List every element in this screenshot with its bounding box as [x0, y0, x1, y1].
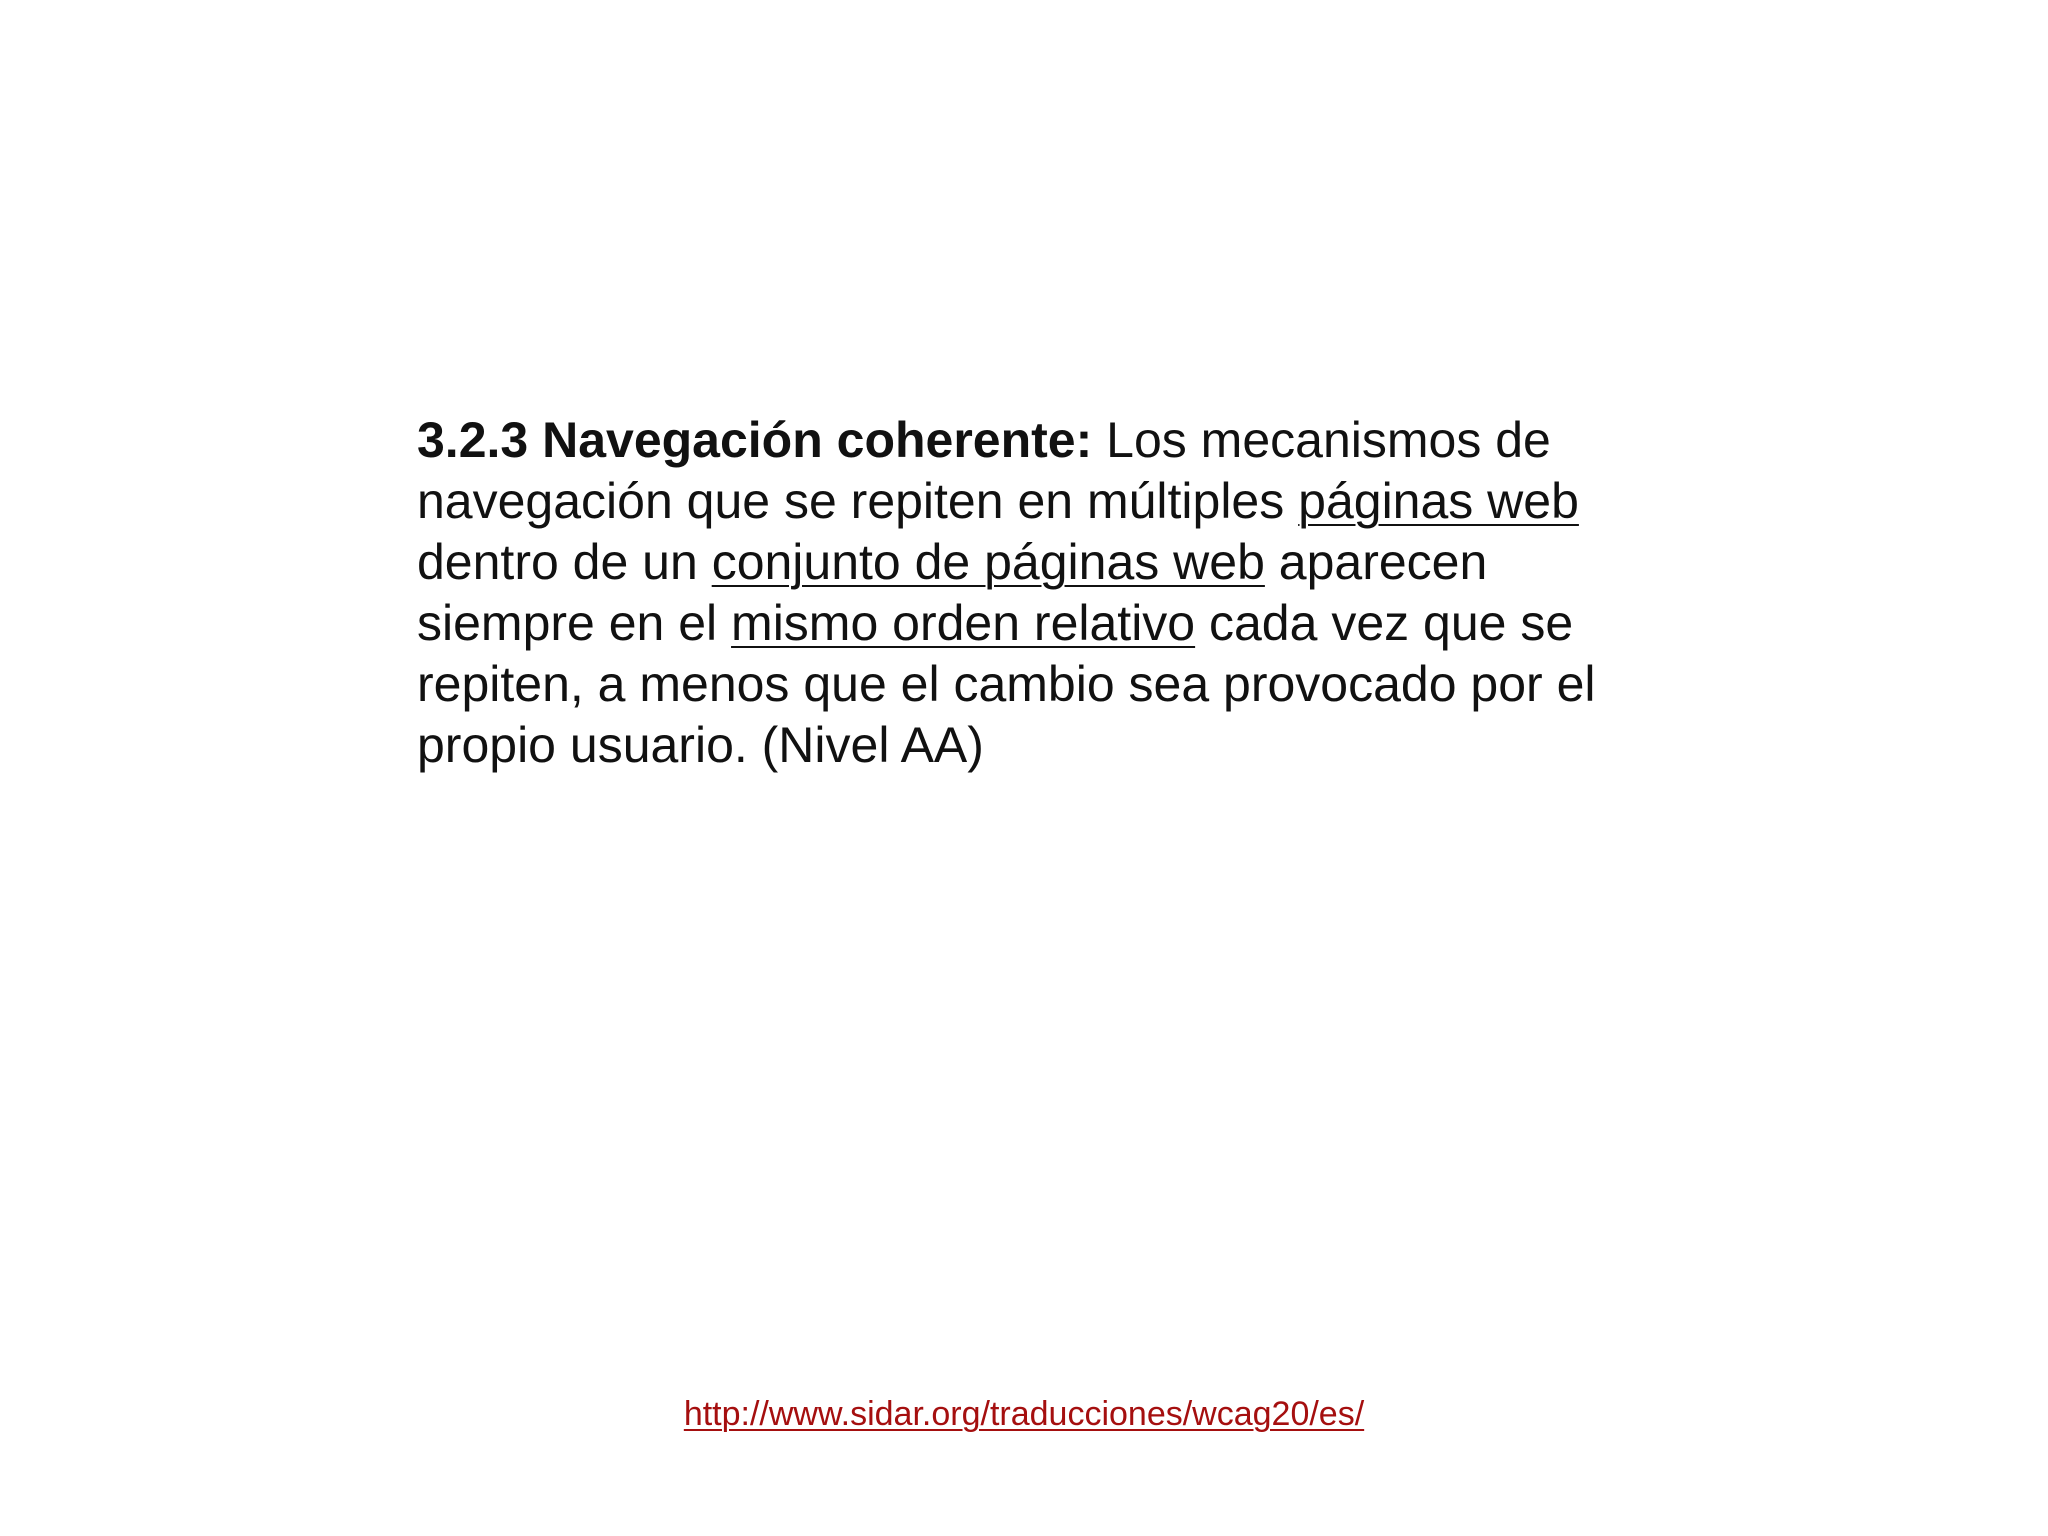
- criterion-text: Los mecanismos de navegación que se repiten en múltiples: [417, 412, 1551, 529]
- source-url-link[interactable]: http://www.sidar.org/traducciones/wcag20/es/: [683, 1395, 1365, 1433]
- link-paginas-web[interactable]: páginas web: [1298, 473, 1579, 529]
- criterion-text: aparecen siempre en el: [417, 534, 1488, 651]
- criterion-text: cada vez que se repiten, a menos que el cambio sea provocado por el propio usuario. (Nivel AA): [417, 595, 1596, 773]
- success-criterion-paragraph: [417, 410, 1657, 776]
- criterion-title: 3.2.3 Navegación coherente:: [417, 412, 1093, 468]
- criterion-text: dentro de un: [417, 534, 712, 590]
- link-mismo-orden-relativo[interactable]: mismo orden relativo: [731, 595, 1196, 651]
- link-conjunto-de-paginas-web[interactable]: conjunto de páginas web: [711, 534, 1265, 590]
- source-link-container: [0, 1394, 2048, 1434]
